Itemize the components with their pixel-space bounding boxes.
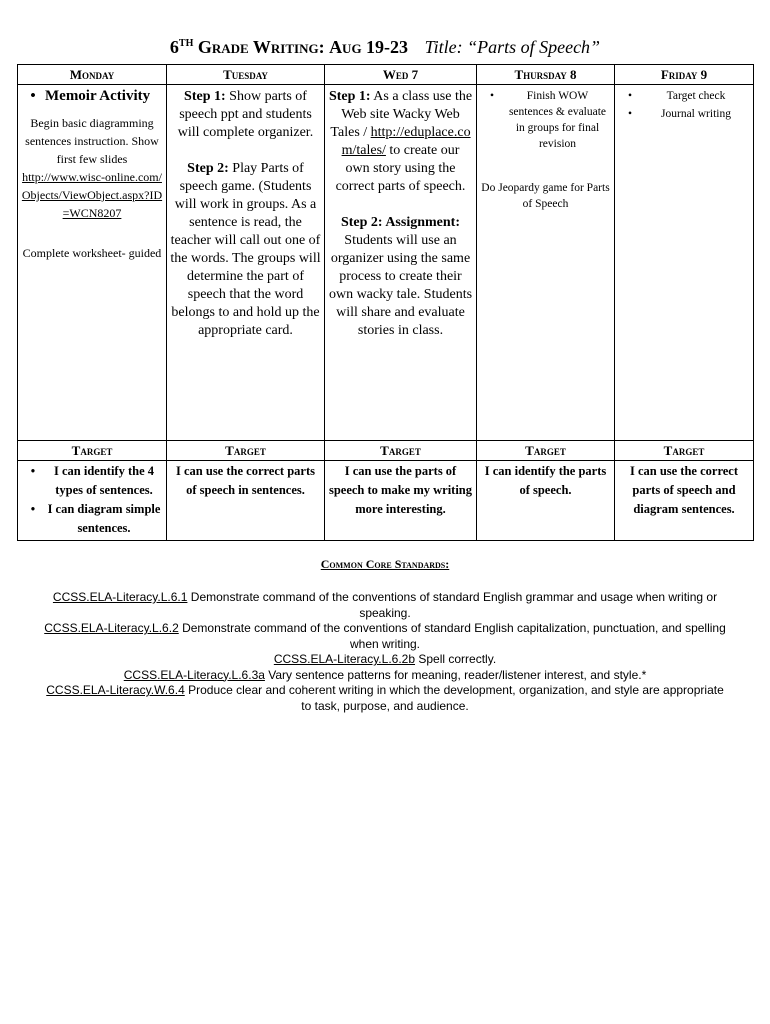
thursday-cell — [477, 85, 615, 441]
header-monday: Monday — [18, 65, 167, 85]
target-header-wednesday: Target — [325, 441, 477, 461]
friday-cell — [615, 85, 754, 441]
standard-code[interactable]: CCSS.ELA-Literacy.W.6.4 — [46, 683, 185, 697]
target-header-row — [18, 441, 754, 461]
target-header-monday: Target — [18, 441, 167, 461]
day-header-row — [18, 65, 754, 85]
target-header-friday: Target — [615, 441, 754, 461]
header-friday: Friday 9 — [615, 65, 754, 85]
thursday-bullet — [480, 88, 611, 152]
friday-bullet-2 — [618, 106, 750, 122]
activity-row — [18, 85, 754, 441]
monday-activity-label: Memoir Activity — [45, 88, 151, 104]
thursday-note: Do Jeopardy game for Parts of Speech — [481, 182, 610, 210]
bullet-icon: • — [489, 90, 495, 102]
target-monday-2-text: I can diagram simple sentences. — [47, 502, 161, 535]
page-title — [0, 37, 770, 58]
target-row — [18, 461, 754, 541]
standard-text: Demonstrate command of the conventions of standard English grammar and usage when writing or speaking. — [190, 590, 718, 620]
tuesday-step1-label: Step 1: — [184, 89, 226, 104]
standard-text: Spell correctly. — [418, 652, 497, 666]
target-wednesday — [325, 461, 477, 541]
standard-text: Demonstrate command of the conventions of standard English capitalization, punctuation, and spelling when writing. — [182, 621, 726, 651]
monday-cell — [18, 85, 167, 441]
monday-activity — [21, 88, 163, 105]
grade-superscript: TH — [178, 38, 194, 49]
thursday-bullet-text: Finish WOW sentences & evaluate in groups for final revision — [508, 90, 607, 150]
target-monday — [18, 461, 167, 541]
target-header-tuesday: Target — [167, 441, 325, 461]
standards-list — [40, 590, 730, 714]
wednesday-step2 — [328, 214, 473, 340]
lesson-subtitle: Title: “Parts of Speech” — [424, 37, 601, 57]
wednesday-step2-label: Step 2: Assignment: — [340, 215, 460, 230]
standard-text: Produce clear and coherent writing in which the development, organization, and style are appropriate to task, purpose, and audience. — [188, 683, 724, 713]
target-tuesday-text: I can use the correct parts of speech in sentences. — [176, 464, 315, 497]
standard-item — [40, 652, 730, 668]
tuesday-step2 — [170, 160, 321, 340]
friday-bullet-1 — [618, 88, 750, 104]
friday-bullet-2-text: Journal writing — [661, 108, 731, 120]
wednesday-step1-tail: to create our own story using the correct parts of speech. — [335, 143, 466, 194]
tuesday-step1 — [170, 88, 321, 142]
standard-item — [40, 683, 730, 714]
target-thursday — [477, 461, 615, 541]
bullet-icon: • — [30, 88, 36, 104]
standard-item — [40, 590, 730, 621]
target-friday-text: I can use the correct parts of speech and diagram sentences. — [629, 464, 739, 516]
wednesday-step1 — [328, 88, 473, 196]
tuesday-step2-label: Step 2: — [187, 161, 229, 176]
date-range: Aug 19-23 — [329, 37, 409, 57]
bullet-icon: • — [627, 108, 633, 120]
tuesday-step2-text: Play Parts of speech game. (Students will work in groups. As a sentence is read, the teacher will call out one of the words. The groups will determine the part of speech that the word belongs to and hold up the appropriate card. — [170, 161, 321, 338]
header-thursday: Thursday 8 — [477, 65, 615, 85]
target-monday-2 — [21, 500, 163, 538]
target-header-thursday: Target — [477, 441, 615, 461]
standard-code[interactable]: CCSS.ELA-Literacy.L.6.2 — [44, 621, 179, 635]
bullet-icon: • — [30, 502, 36, 516]
standard-item — [40, 668, 730, 684]
monday-instruction: Begin basic diagramming sentences instruction. Show first few slides — [25, 116, 159, 166]
weekly-plan-table — [17, 64, 754, 541]
wednesday-cell — [325, 85, 477, 441]
monday-worksheet: Complete worksheet- guided — [22, 246, 162, 260]
standard-item — [40, 621, 730, 652]
standard-code[interactable]: CCSS.ELA-Literacy.L.6.3a — [123, 667, 265, 682]
wednesday-step1-label: Step 1: — [328, 89, 371, 104]
header-wednesday: Wed 7 — [325, 65, 477, 85]
target-tuesday — [167, 461, 325, 541]
grade-number: 6 — [169, 37, 179, 57]
standard-code[interactable]: CCSS.ELA-Literacy.L.6.2b — [273, 652, 416, 666]
friday-bullet-1-text: Target check — [666, 90, 726, 102]
target-thursday-text: I can identify the parts of speech. — [484, 464, 607, 497]
grade-word: Grade Writing: — [197, 37, 325, 57]
wednesday-step2-text: Students will use an organizer using the same process to create their own wacky tale. Students will share and evaluate stories in class. — [328, 233, 473, 338]
standard-code[interactable]: CCSS.ELA-Literacy.L.6.1 — [52, 590, 188, 604]
header-tuesday: Tuesday — [167, 65, 325, 85]
tuesday-cell — [167, 85, 325, 441]
target-wednesday-text: I can use the parts of speech to make my writing more interesting. — [328, 464, 473, 516]
bullet-icon: • — [30, 464, 36, 478]
bullet-icon: • — [627, 90, 633, 102]
wednesday-link[interactable]: http://eduplace.com/tales/ — [341, 125, 471, 158]
monday-link[interactable]: http://www.wisc-online.com/Objects/ViewObject.aspx?ID=WCN8207 — [21, 170, 163, 220]
tuesday-step1-text: Show parts of speech ppt and students will complete organizer. — [177, 89, 314, 140]
standard-text: Vary sentence patterns for meaning, reader/listener interest, and style.* — [268, 667, 647, 682]
target-monday-1 — [21, 462, 163, 500]
target-monday-1-text: I can identify the 4 types of sentences. — [54, 464, 154, 497]
wednesday-step1-text: As a class use the Web site Wacky Web Tales / — [330, 89, 473, 140]
target-friday — [615, 461, 754, 541]
standards-heading: Common Core Standards: — [320, 557, 450, 571]
